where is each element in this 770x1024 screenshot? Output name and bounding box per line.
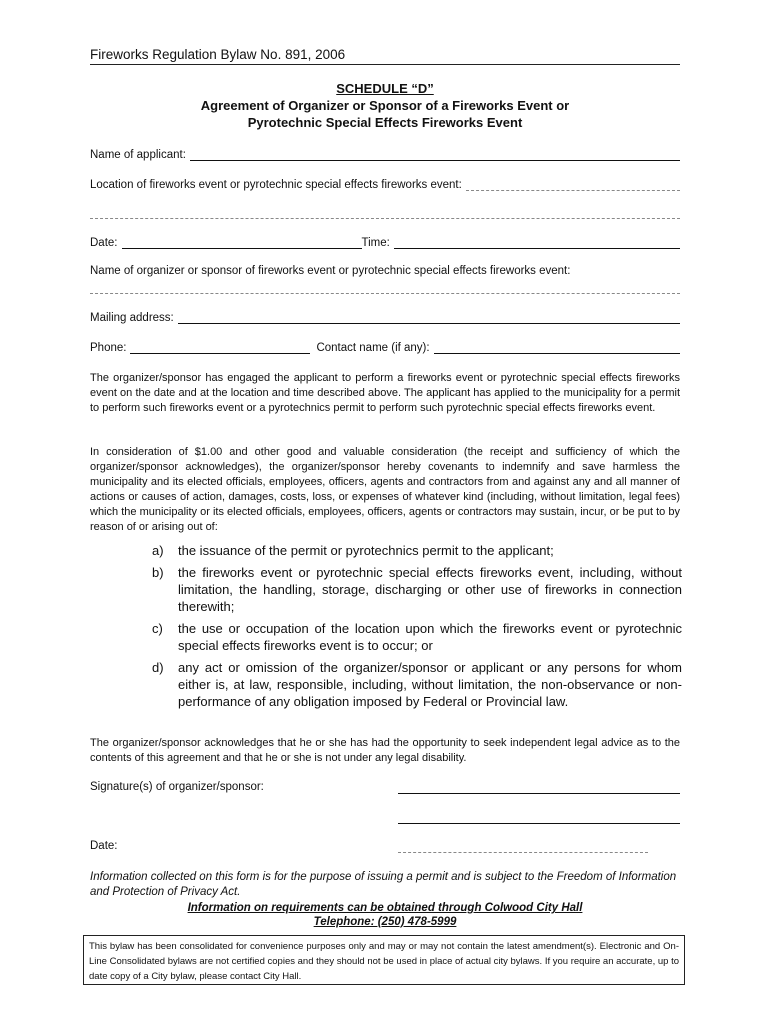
phone-input-line[interactable] [130,341,310,354]
signature-input-line-1[interactable] [398,793,680,794]
organizer-input-row [90,281,680,294]
applicant-input-line[interactable] [190,148,680,161]
location-label: Location of fireworks event or pyrotechnic special effects fireworks event: [90,179,462,191]
indemnity-paragraph: In consideration of $1.00 and other good and valuable consideration (the receipt and sufficiency of which the organizer/sponsor acknowledges), the organizer/sponsor hereby covenants to indemnify and save harmless the municipality and its elected officials, employees, officers, agents and contractors from and against any and all manner of actions or causes of action, damages, costs, loss, or expenses of whatever kind (including, without limitation, legal fees) which the municipality or its elected officials, employees, officers, agents or contractors may sustain, incur, or be put to by reason of or arising out of: [90,446,680,533]
mailing-label: Mailing address: [90,312,174,324]
date-input-line[interactable] [122,236,362,249]
applicant-field-row [90,148,680,161]
date-time-row [90,236,680,249]
signature-input-line-2[interactable] [398,823,680,824]
list-item-text: the issuance of the permit or pyrotechnics permit to the applicant; [178,543,554,558]
schedule-title: SCHEDULE “D” [336,81,434,96]
location-input-line-2[interactable] [90,206,680,219]
legal-advice-paragraph: The organizer/sponsor acknowledges that he or she has had the opportunity to seek independent legal advice as to the contents of this agreement and that he or she is not under any legal disability. [90,737,680,764]
list-item [152,564,682,615]
agreement-title-line2: Pyrotechnic Special Effects Fireworks Event [247,115,523,130]
list-item [152,542,682,559]
list-marker: c) [152,621,163,636]
contact-input-line[interactable] [434,341,680,354]
location-input-line[interactable] [466,178,680,191]
organizer-label: Name of organizer or sponsor of fireworks event or pyrotechnic special effects fireworks event: [90,265,571,277]
contact-label: Contact name (if any): [316,342,430,354]
telephone-line: Telephone: (250) 478-5999 [313,916,457,928]
indemnity-list [152,542,682,715]
date-label: Date: [90,237,118,249]
signature-row [90,781,680,793]
location-field-row [90,178,680,191]
list-item-text: any act or omission of the organizer/sponsor or applicant or any persons for whom either is, at law, responsible, including, without limitation, the non-observance or non-performance of any obligation imposed by Federal or Provincial law. [178,660,682,709]
engagement-paragraph: The organizer/sponsor has engaged the applicant to perform a fireworks event or pyrotechnic special effects fireworks event on the date and at the location and time described above. The applicant has applied to the municipality for a permit to perform such fireworks event or a pyrotechnics permit to perform such pyrotechnic special effects fireworks event. [90,372,680,414]
signature-date-row [90,840,680,852]
list-marker: a) [152,543,164,558]
time-input-line[interactable] [394,236,680,249]
time-label: Time: [361,237,390,249]
phone-label: Phone: [90,342,127,354]
applicant-label: Name of applicant: [90,149,186,161]
signature-date-input-line[interactable] [398,852,648,853]
signature-date-label: Date: [90,840,118,852]
list-item-text: the fireworks event or pyrotechnic special effects fireworks event, including, without limitation, the handling, storage, discharging or other use of fireworks in connection therewith; [178,565,682,614]
organizer-input-line[interactable] [90,281,680,294]
location-continuation-row [90,206,680,219]
mailing-field-row [90,311,680,324]
privacy-notice: Information collected on this form is for the purpose of issuing a permit and is subject to the Freedom of Information and Protection of Privacy Act. [90,871,677,898]
phone-contact-row [90,341,680,354]
agreement-title-line1: Agreement of Organizer or Sponsor of a Fireworks Event or [200,98,570,113]
bylaw-header: Fireworks Regulation Bylaw No. 891, 2006 [90,47,680,65]
info-line: Information on requirements can be obtained through Colwood City Hall [187,902,583,914]
consolidation-disclaimer: This bylaw has been consolidated for convenience purposes only and may or may not contain the latest amendment(s). Electronic and On-Line Consolidated bylaws are not certified copies and they should not be used in place of actual city bylaws. If you require an accurate, up to date copy of a City bylaw, please contact City Hall. [83,935,685,985]
list-marker: d) [152,660,164,675]
signature-label: Signature(s) of organizer/sponsor: [90,781,264,793]
list-item [152,659,682,710]
list-item [152,620,682,654]
mailing-input-line[interactable] [178,311,680,324]
list-marker: b) [152,565,164,580]
organizer-label-row [90,265,680,277]
list-item-text: the use or occupation of the location upon which the fireworks event or pyrotechnic special effects fireworks event is to occur; or [178,621,682,653]
